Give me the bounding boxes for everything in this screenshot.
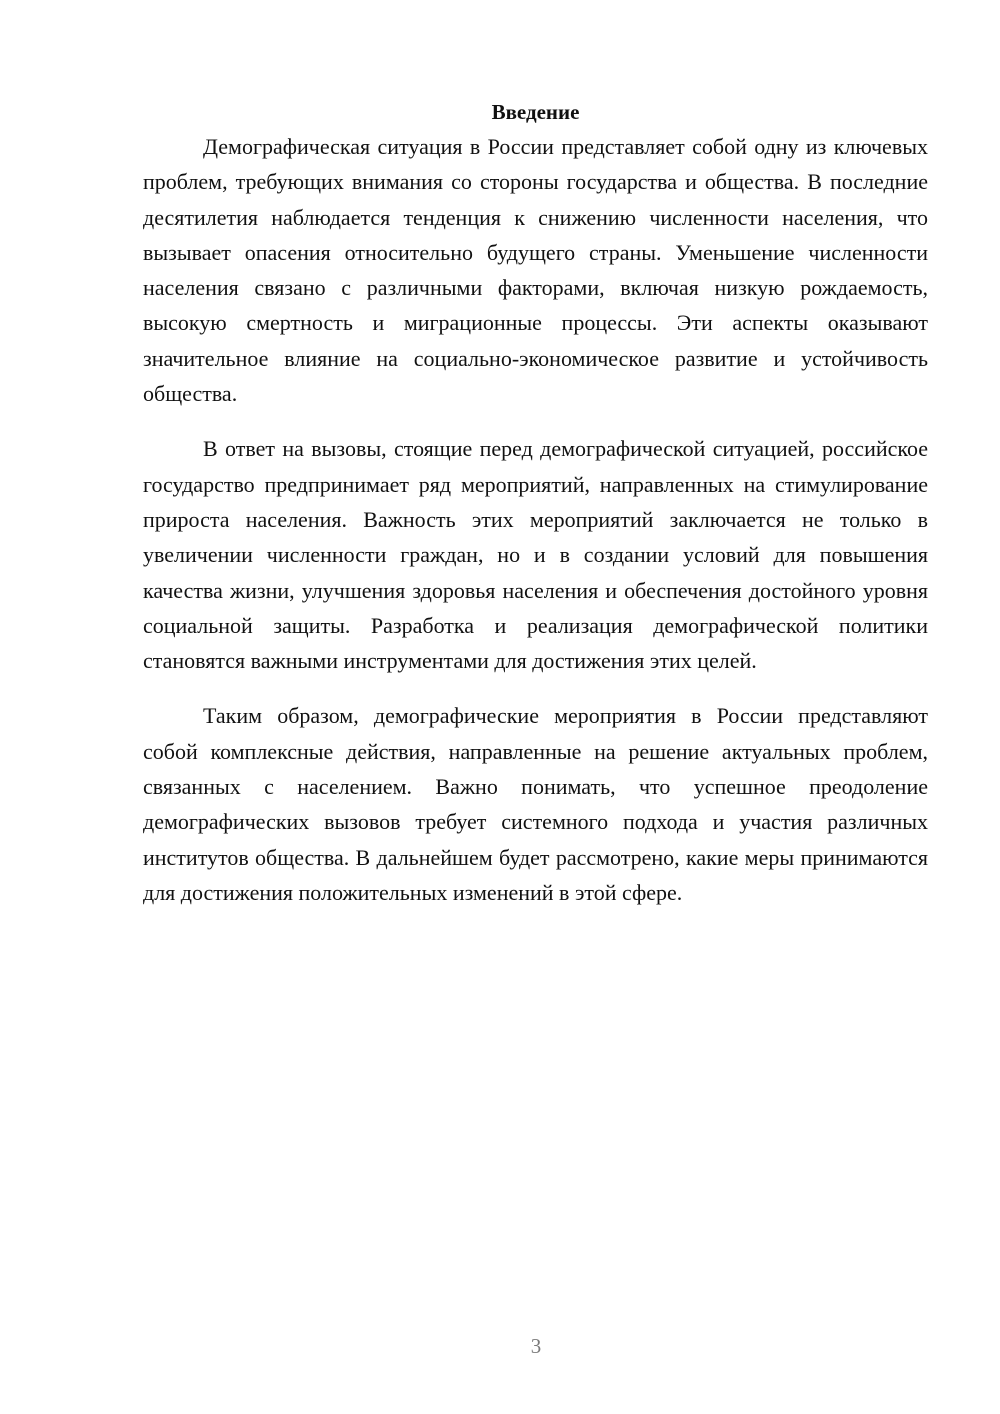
page-number: 3 bbox=[530, 1334, 542, 1358]
document-body bbox=[143, 96, 928, 910]
paragraph-1: Демографическая ситуация в России представляет собой одну из ключевых проблем, требующих внимания со стороны государства и общества. В последние десятилетия наблюдается тенденция к снижению численности населения, что вызывает опасения относительно будущего страны. Уменьшение численности населения связано с различными факторами, включая низкую рождаемость, высокую смертность и миграционные процессы. Эти аспекты оказывают значительное влияние на социально-экономическое развитие и устойчивость общества. bbox=[143, 134, 928, 407]
paragraph-2: В ответ на вызовы, стоящие перед демографической ситуацией, российское государство предпринимает ряд мероприятий, направленных на стимулирование прироста населения. Важность этих мероприятий заключается не только в увеличении численности граждан, но и в создании условий для повышения качества жизни, улучшения здоровья населения и обеспечения достойного уровня социальной защиты. Разработка и реализация демографической политики становятся важными инструментами для достижения этих целей. bbox=[143, 436, 928, 674]
paragraph-3: Таким образом, демографические мероприятия в России представляют собой комплексные действия, направленные на решение актуальных проблем, связанных с населением. Важно понимать, что успешное преодоление демографических вызовов требует системного подхода и участия различных институтов общества. В дальнейшем будет рассмотрено, какие меры принимаются для достижения положительных изменений в этой сфере. bbox=[143, 703, 928, 905]
section-title: Введение bbox=[491, 100, 580, 124]
